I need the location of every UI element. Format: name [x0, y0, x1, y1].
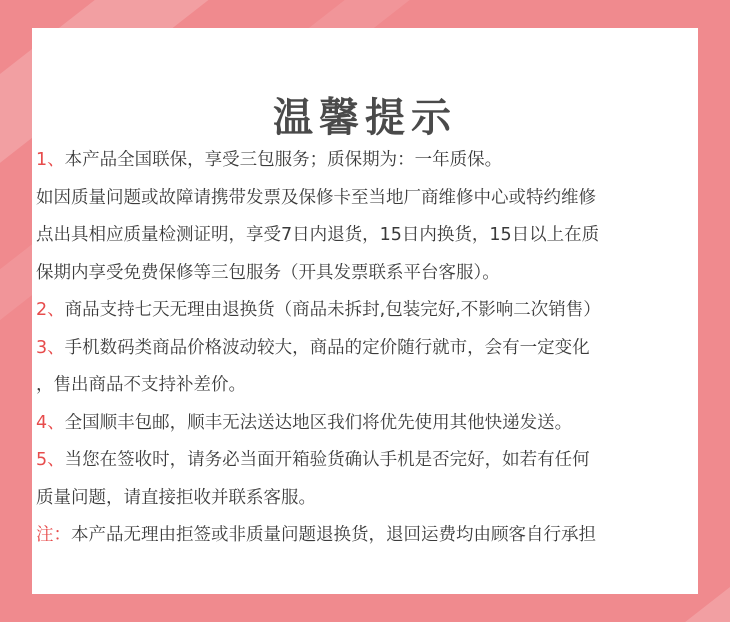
notice-card — [32, 28, 698, 594]
line-text: ，售出商品不支持补差价。 — [36, 375, 246, 395]
notice-line — [36, 255, 696, 293]
line-text: 手机数码类商品价格波动较大，商品的定价随行就市，会有一定变化 — [64, 337, 590, 358]
notice-body — [36, 142, 696, 555]
notice-title: 温馨提示 — [273, 95, 457, 141]
notice-line — [36, 180, 696, 218]
note-label: 注： — [36, 525, 71, 545]
notice-line — [36, 442, 696, 480]
notice-line — [36, 517, 696, 555]
line-text: 保期内享受免费保修等三包服务（开具发票联系平台客服）。 — [36, 262, 500, 283]
item-number: 1、 — [36, 150, 65, 170]
item-number: 4、 — [36, 412, 65, 433]
line-text: 本产品全国联保，享受三包服务；质保期为：一年质保。 — [64, 150, 503, 170]
notice-line — [36, 142, 696, 180]
notice-line — [36, 217, 696, 255]
line-text: 点出具相应质量检测证明，享受7日内退货，15日内换货，15日以上在质 — [36, 225, 600, 245]
line-text: 全国顺丰包邮，顺丰无法送达地区我们将优先使用其他快递发送。 — [64, 412, 573, 433]
line-text: 当您在签收时，请务必当面开箱验货确认手机是否完好，如若有任何 — [64, 450, 590, 470]
notice-line — [36, 330, 696, 368]
line-text: 商品支持七天无理由退换货（商品未拆封,包装完好,不影响二次销售） — [64, 300, 601, 320]
line-text: 本产品无理由拒签或非质量问题退换货，退回运费均由顾客自行承担 — [71, 525, 596, 545]
notice-line — [36, 292, 696, 330]
notice-line — [36, 480, 696, 518]
item-number: 3、 — [36, 337, 65, 358]
line-text: 如因质量问题或故障请携带发票及保修卡至当地厂商维修中心或特约维修 — [36, 187, 596, 208]
notice-line — [36, 405, 696, 443]
item-number: 2、 — [36, 300, 65, 320]
item-number: 5、 — [36, 450, 65, 470]
line-text: 质量问题，请直接拒收并联系客服。 — [36, 487, 316, 508]
notice-line — [36, 367, 696, 405]
